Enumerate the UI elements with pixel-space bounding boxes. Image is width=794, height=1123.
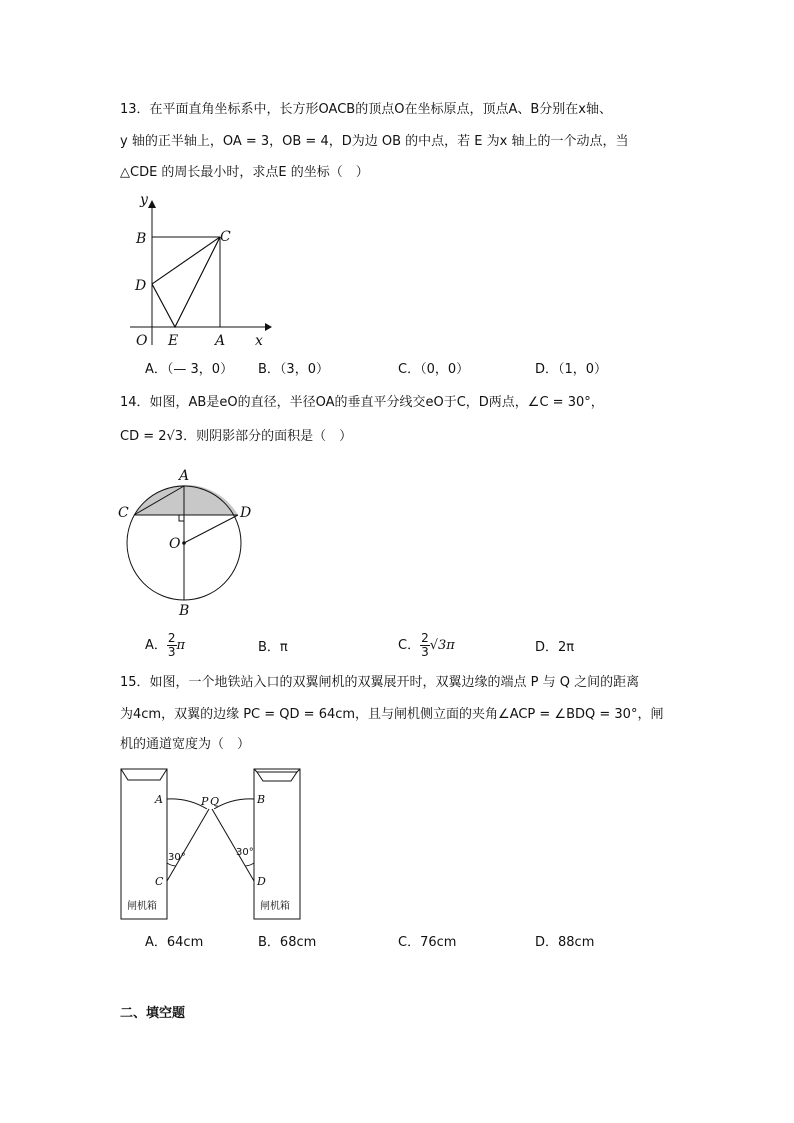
q14-figure bbox=[115, 465, 265, 620]
q13-label-C: C bbox=[220, 229, 231, 245]
q13-option-d[interactable]: D．（1，0） bbox=[535, 362, 608, 377]
q13-label-O: O bbox=[136, 333, 148, 349]
q14-label-D: D bbox=[240, 505, 252, 521]
q14-option-c-suffix: √3π bbox=[429, 638, 455, 653]
q15-option-b[interactable]: B．68cm bbox=[258, 935, 317, 950]
q13-text-line3: △CDE 的周长最小时，求点E 的坐标（ ） bbox=[120, 165, 369, 180]
q15-box-left-label: 闸机箱 bbox=[127, 901, 157, 912]
q13-text-line1: 13．在平面直角坐标系中，长方形OACB的顶点O在坐标原点，顶点A、B分别在x轴、 bbox=[120, 102, 612, 117]
q14-option-c-prefix: C． bbox=[398, 638, 421, 653]
q13-option-a[interactable]: A．（— 3，0） bbox=[145, 362, 234, 377]
q15-angle-right: 30° bbox=[236, 847, 254, 858]
q14-option-a-num: 2 bbox=[167, 631, 176, 645]
q13-label-x: x bbox=[255, 333, 263, 349]
q14-text-line2: CD = 2√3．则阴影部分的面积是（ ） bbox=[120, 429, 353, 444]
q15-label-Q: Q bbox=[210, 795, 220, 808]
q14-option-d[interactable]: D．2π bbox=[535, 640, 575, 655]
q13-option-c[interactable]: C．（0，0） bbox=[398, 362, 470, 377]
q15-option-c[interactable]: C．76cm bbox=[398, 935, 457, 950]
q13-label-B: B bbox=[136, 231, 147, 247]
q15-text-line2: 为4cm，双翼的边缘 PC = QD = 64cm，且与闸机侧立面的夹角∠ACP = ∠BDQ = 30°，闸 bbox=[120, 707, 664, 722]
q14-label-A: A bbox=[179, 468, 190, 484]
q15-box-right-label: 闸机箱 bbox=[260, 901, 290, 912]
q15-option-a[interactable]: A．64cm bbox=[145, 935, 204, 950]
q13-label-A: A bbox=[215, 333, 226, 349]
q13-label-D: D bbox=[135, 278, 147, 294]
q14-option-a[interactable] bbox=[145, 632, 185, 659]
q14-option-a-prefix: A． bbox=[145, 638, 167, 653]
q13-label-E: E bbox=[168, 333, 179, 349]
q15-option-d[interactable]: D．88cm bbox=[535, 935, 595, 950]
q14-option-c[interactable] bbox=[398, 632, 455, 659]
q13-option-b[interactable]: B．（3，0） bbox=[258, 362, 329, 377]
q14-label-C: C bbox=[118, 505, 129, 521]
q15-label-P: P bbox=[201, 795, 209, 808]
q14-text-line1: 14．如图，AB是eO的直径，半径OA的垂直平分线交eO于C，D两点，∠C = 30°， bbox=[120, 395, 604, 410]
q15-figure bbox=[118, 765, 308, 925]
section-fill-in-heading: 二、填空题 bbox=[120, 1006, 186, 1021]
q15-angle-left: 30° bbox=[168, 852, 186, 863]
q15-text-line3: 机的通道宽度为（ ） bbox=[120, 737, 251, 752]
q15-text-line1: 15．如图，一个地铁站入口的双翼闸机的双翼展开时，双翼边缘的端点 P 与 Q 之间的距离 bbox=[120, 675, 640, 690]
q14-option-a-den: 3 bbox=[167, 645, 176, 659]
q14-option-a-fraction bbox=[167, 632, 177, 659]
q15-label-A: A bbox=[155, 793, 163, 806]
q13-label-y: y bbox=[140, 192, 148, 208]
q13-text-line2: y 轴的正半轴上，OA = 3，OB = 4，D为边 OB 的中点，若 E 为x 轴上的一个动点，当 bbox=[120, 134, 629, 149]
q13-figure bbox=[120, 190, 280, 355]
q14-option-a-suffix: π bbox=[176, 638, 186, 653]
q14-option-b[interactable]: B．π bbox=[258, 640, 288, 655]
q14-label-B: B bbox=[179, 603, 190, 619]
q14-option-c-den: 3 bbox=[421, 645, 429, 659]
q15-label-B: B bbox=[257, 793, 266, 806]
q14-option-c-num: 2 bbox=[421, 631, 429, 645]
q15-label-D: D bbox=[257, 875, 266, 888]
q15-label-C: C bbox=[155, 875, 164, 888]
q14-option-c-fraction bbox=[420, 632, 430, 659]
q14-label-O: O bbox=[169, 536, 181, 552]
